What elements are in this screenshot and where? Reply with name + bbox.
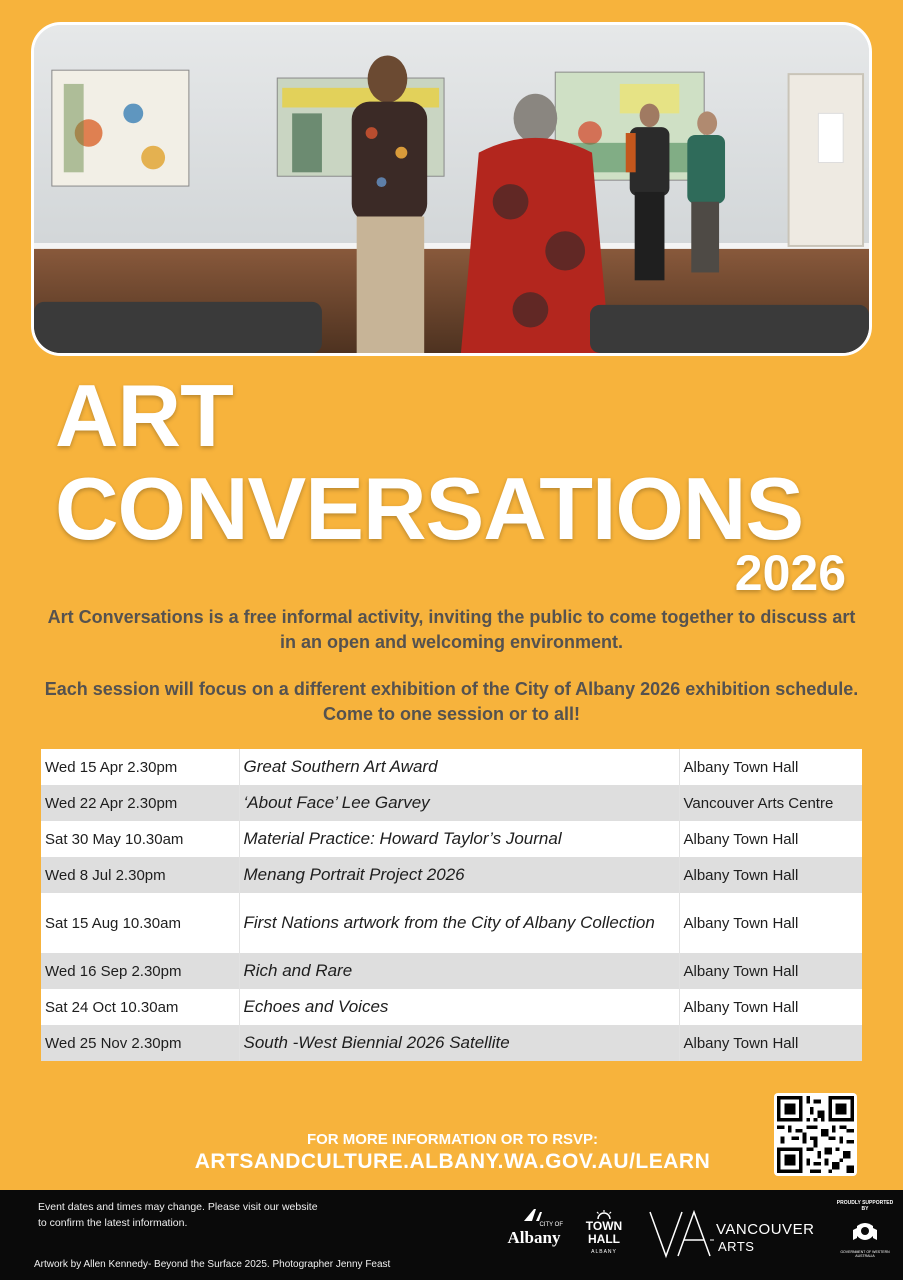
session-exhibition: Rich and Rare <box>239 953 679 989</box>
disclaimer-text: Event dates and times may change. Please visit our website to confirm the latest information. <box>38 1201 318 1229</box>
session-venue: Albany Town Hall <box>679 953 862 989</box>
session-date: Wed 25 Nov 2.30pm <box>41 1025 239 1061</box>
table-row <box>41 893 862 953</box>
session-venue: Albany Town Hall <box>679 989 862 1025</box>
session-exhibition: ‘About Face’ Lee Garvey <box>239 785 679 821</box>
session-venue: Albany Town Hall <box>679 749 862 785</box>
session-venue: Vancouver Arts Centre <box>679 785 862 821</box>
session-exhibition: Menang Portrait Project 2026 <box>239 857 679 893</box>
government-wa-logo <box>835 1200 895 1258</box>
albany-logo-text: Albany <box>507 1228 561 1247</box>
crest-icon <box>849 1216 881 1248</box>
albany-logo-small-text: CITY OF <box>539 1222 563 1228</box>
albany-logo-icon <box>522 1208 546 1222</box>
table-row <box>41 953 862 989</box>
footer <box>0 1190 903 1280</box>
table-row <box>41 821 862 857</box>
session-date: Sat 15 Aug 10.30am <box>41 893 239 953</box>
table-row <box>41 857 862 893</box>
title-line-2: CONVERSATIONS <box>55 459 804 558</box>
vancouver-logo-line-1: VANCOUVER <box>716 1221 815 1238</box>
session-date: Wed 22 Apr 2.30pm <box>41 785 239 821</box>
session-date: Wed 15 Apr 2.30pm <box>41 749 239 785</box>
artwork-credit: Artwork by Allen Kennedy- Beyond the Surface 2025. Photographer Jenny Feast <box>34 1259 391 1270</box>
vancouver-logo-line-2: ARTS <box>718 1239 755 1254</box>
table-row <box>41 749 862 785</box>
table-row <box>41 785 862 821</box>
session-exhibition: Material Practice: Howard Taylor’s Journal <box>239 821 679 857</box>
session-venue: Albany Town Hall <box>679 857 862 893</box>
vancouver-arts-logo <box>648 1210 824 1260</box>
gallery-photo <box>31 22 872 356</box>
session-date: Sat 30 May 10.30am <box>41 821 239 857</box>
session-exhibition: Great Southern Art Award <box>239 749 679 785</box>
va-monogram-icon <box>648 1210 714 1260</box>
city-of-albany-logo <box>505 1208 563 1248</box>
rsvp-link[interactable]: ARTSANDCULTURE.ALBANY.WA.GOV.AU/LEARN <box>194 1150 711 1173</box>
session-venue: Albany Town Hall <box>679 1025 862 1061</box>
session-venue: Albany Town Hall <box>679 893 862 953</box>
town-hall-logo-small: ALBANY <box>591 1249 617 1255</box>
town-hall-logo-line-2: HALL <box>588 1232 620 1246</box>
session-exhibition: First Nations artwork from the City of Albany Collection <box>239 893 679 953</box>
proudly-supported-text: PROUDLY SUPPORTED BY <box>836 1200 894 1212</box>
session-venue: Albany Town Hall <box>679 821 862 857</box>
title-year: 2026 <box>734 545 846 601</box>
rsvp-label: FOR MORE INFORMATION OR TO RSVP: <box>306 1131 599 1148</box>
session-date: Wed 16 Sep 2.30pm <box>41 953 239 989</box>
schedule-table <box>41 749 862 1061</box>
session-exhibition: Echoes and Voices <box>239 989 679 1025</box>
intro-paragraph-2: Each session will focus on a different exhibition of the City of Albany 2026 exhibition schedule. Come to one session or to all! <box>44 679 859 724</box>
session-exhibition: South -West Biennial 2026 Satellite <box>239 1025 679 1061</box>
intro-paragraph-1: Art Conversations is a free informal activity, inviting the public to come together to discuss art in an open and welcoming environment. <box>47 607 856 652</box>
town-hall-logo <box>580 1210 628 1259</box>
title-line-1: ART <box>55 366 233 465</box>
session-date: Wed 8 Jul 2.30pm <box>41 857 239 893</box>
table-row <box>41 1025 862 1061</box>
government-wa-text: GOVERNMENT OF WESTERN AUSTRALIA <box>840 1250 890 1258</box>
town-hall-logo-line-1: TOWN <box>585 1219 623 1233</box>
session-date: Sat 24 Oct 10.30am <box>41 989 239 1025</box>
table-row <box>41 989 862 1025</box>
qr-code[interactable] <box>774 1093 857 1176</box>
